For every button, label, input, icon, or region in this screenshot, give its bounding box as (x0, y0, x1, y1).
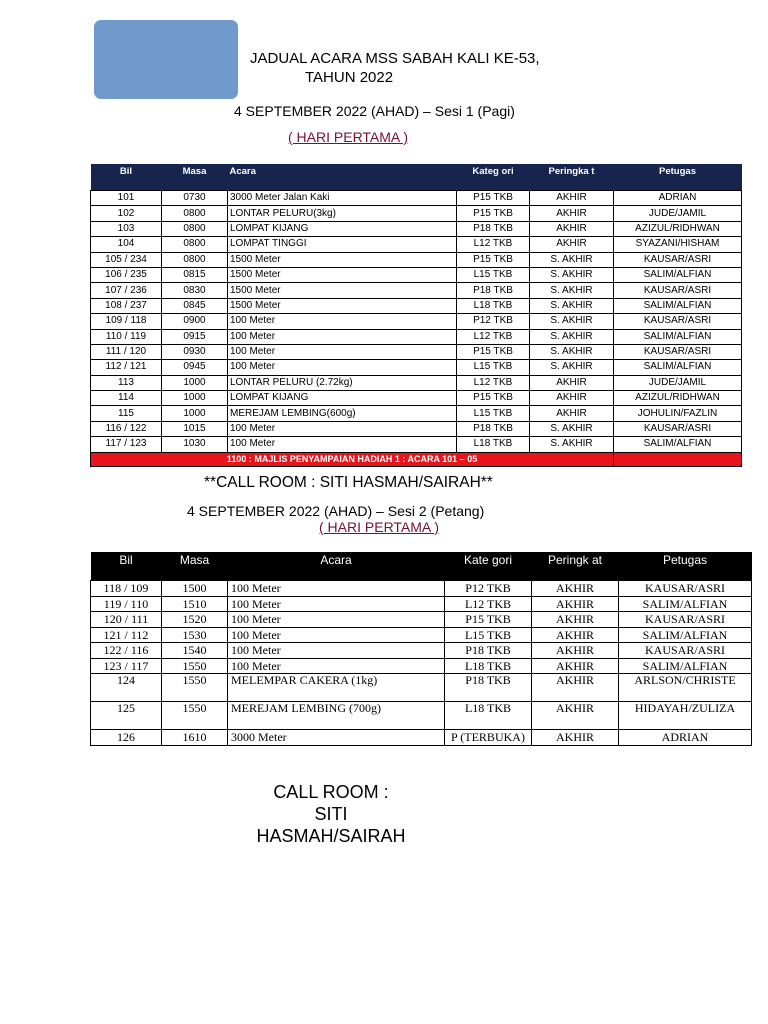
bil-cell: 116 / 122 (91, 421, 162, 436)
session1-schedule-table (90, 164, 742, 467)
bil-cell: 122 / 116 (91, 643, 162, 659)
peringkat-cell: AKHIR (532, 627, 619, 643)
kategori-cell: P18 TKB (457, 421, 530, 436)
table-row (91, 375, 742, 390)
bil-cell: 107 / 236 (91, 283, 162, 298)
table-header-row (91, 552, 752, 581)
col-header-kategori: Kateg ori (457, 164, 530, 191)
petugas-cell: SALIM/ALFIAN (614, 329, 742, 344)
masa-cell: 1550 (162, 658, 228, 674)
session2-date: 4 SEPTEMBER 2022 (AHAD) – Sesi 2 (Petang) (187, 503, 485, 519)
petugas-cell: ADRIAN (619, 730, 752, 746)
petugas-cell: SALIM/ALFIAN (619, 658, 752, 674)
kategori-cell: L18 TKB (445, 658, 532, 674)
acara-cell: 100 Meter (228, 581, 445, 597)
bil-cell: 111 / 120 (91, 344, 162, 359)
table-row (91, 267, 742, 282)
kategori-cell: P15 TKB (457, 252, 530, 267)
peringkat-cell: AKHIR (532, 730, 619, 746)
petugas-cell: AZIZUL/RIDHWAN (614, 221, 742, 236)
petugas-cell: AZIZUL/RIDHWAN (614, 391, 742, 406)
petugas-cell: KAUSAR/ASRI (614, 344, 742, 359)
table-header-row (91, 164, 742, 191)
acara-cell: 100 Meter (228, 596, 445, 612)
masa-cell: 1000 (162, 391, 228, 406)
col-header-peringkat: Peringk at (532, 552, 619, 581)
bil-cell: 102 (91, 206, 162, 221)
petugas-cell: SALIM/ALFIAN (614, 437, 742, 452)
peringkat-cell: S. AKHIR (530, 298, 614, 313)
kategori-cell: P18 TKB (457, 283, 530, 298)
kategori-cell: P15 TKB (457, 391, 530, 406)
table-row (91, 658, 752, 674)
col-header-petugas: Petugas (619, 552, 752, 581)
kategori-cell: L12 TKB (457, 237, 530, 252)
peringkat-cell: AKHIR (532, 658, 619, 674)
peringkat-cell: AKHIR (532, 612, 619, 628)
peringkat-cell: S. AKHIR (530, 329, 614, 344)
bil-cell: 101 (91, 191, 162, 206)
acara-cell: 1500 Meter (228, 298, 457, 313)
document-title-line2: TAHUN 2022 (305, 69, 394, 86)
petugas-cell: HIDAYAH/ZULIZA (619, 702, 752, 730)
kategori-cell: P18 TKB (445, 643, 532, 659)
peringkat-cell: AKHIR (530, 391, 614, 406)
table-row (91, 237, 742, 252)
masa-cell: 1550 (162, 674, 228, 702)
petugas-cell: JOHULIN/FAZLIN (614, 406, 742, 421)
table-row (91, 252, 742, 267)
peringkat-cell: AKHIR (532, 643, 619, 659)
petugas-cell: JUDE/JAMIL (614, 206, 742, 221)
acara-cell: 100 Meter (228, 437, 457, 452)
bil-cell: 119 / 110 (91, 596, 162, 612)
bil-cell: 120 / 111 (91, 612, 162, 628)
peringkat-cell: AKHIR (530, 406, 614, 421)
kategori-cell: P12 TKB (445, 581, 532, 597)
bil-cell: 104 (91, 237, 162, 252)
peringkat-cell: S. AKHIR (530, 283, 614, 298)
session2-call-room (254, 781, 408, 847)
petugas-cell: KAUSAR/ASRI (614, 252, 742, 267)
petugas-cell: SALIM/ALFIAN (619, 627, 752, 643)
petugas-cell: SYAZANI/HISHAM (614, 237, 742, 252)
kategori-cell: P15 TKB (457, 206, 530, 221)
document-title-line1: JADUAL ACARA MSS SABAH KALI KE-53, (250, 50, 540, 67)
ceremony-row (91, 452, 742, 466)
kategori-cell: L18 TKB (445, 702, 532, 730)
bil-cell: 113 (91, 375, 162, 390)
session1-date: 4 SEPTEMBER 2022 (AHAD) – Sesi 1 (Pagi) (234, 103, 515, 119)
col-header-peringkat: Peringka t (530, 164, 614, 191)
masa-cell: 1015 (162, 421, 228, 436)
col-header-bil: Bil (91, 164, 162, 191)
table-row (91, 360, 742, 375)
kategori-cell: P12 TKB (457, 314, 530, 329)
kategori-cell: L18 TKB (457, 298, 530, 313)
acara-cell: 3000 Meter Jalan Kaki (228, 191, 457, 206)
acara-cell: LONTAR PELURU (2.72kg) (228, 375, 457, 390)
bil-cell: 118 / 109 (91, 581, 162, 597)
masa-cell: 1540 (162, 643, 228, 659)
peringkat-cell: AKHIR (530, 191, 614, 206)
ceremony-text: 1100 : MAJLIS PENYAMPAIAN HADIAH 1 : ACARA 101 – 05 (91, 452, 614, 466)
bil-cell: 112 / 121 (91, 360, 162, 375)
petugas-cell: SALIM/ALFIAN (614, 360, 742, 375)
acara-cell: MEREJAM LEMBING(600g) (228, 406, 457, 421)
peringkat-cell: S. AKHIR (530, 252, 614, 267)
table-row (91, 702, 752, 730)
acara-cell: 100 Meter (228, 421, 457, 436)
petugas-cell: SALIM/ALFIAN (614, 267, 742, 282)
peringkat-cell: AKHIR (530, 221, 614, 236)
kategori-cell: P15 TKB (445, 612, 532, 628)
masa-cell: 1500 (162, 581, 228, 597)
acara-cell: 100 Meter (228, 329, 457, 344)
petugas-cell: ARLSON/CHRISTE (619, 674, 752, 702)
acara-cell: LOMPAT KIJANG (228, 391, 457, 406)
masa-cell: 0800 (162, 237, 228, 252)
peringkat-cell: AKHIR (530, 375, 614, 390)
petugas-cell: KAUSAR/ASRI (619, 643, 752, 659)
petugas-cell: SALIM/ALFIAN (619, 596, 752, 612)
peringkat-cell: S. AKHIR (530, 437, 614, 452)
petugas-cell: SALIM/ALFIAN (614, 298, 742, 313)
peringkat-cell: S. AKHIR (530, 314, 614, 329)
acara-cell: 100 Meter (228, 612, 445, 628)
masa-cell: 1530 (162, 627, 228, 643)
masa-cell: 0900 (162, 314, 228, 329)
peringkat-cell: AKHIR (532, 581, 619, 597)
peringkat-cell: AKHIR (532, 596, 619, 612)
session2-schedule-table (90, 552, 752, 746)
session2-day-label: ( HARI PERTAMA ) (319, 519, 440, 535)
call-room-line2: SITI (314, 804, 348, 824)
peringkat-cell: S. AKHIR (530, 360, 614, 375)
peringkat-cell: AKHIR (530, 206, 614, 221)
masa-cell: 0730 (162, 191, 228, 206)
col-header-acara: Acara (228, 164, 457, 191)
table-row (91, 581, 752, 597)
acara-cell: MELEMPAR CAKERA (1kg) (228, 674, 445, 702)
petugas-cell: KAUSAR/ASRI (614, 421, 742, 436)
petugas-cell: KAUSAR/ASRI (614, 314, 742, 329)
acara-cell: LOMPAT TINGGI (228, 237, 457, 252)
petugas-cell: ADRIAN (614, 191, 742, 206)
table-row (91, 596, 752, 612)
petugas-cell: KAUSAR/ASRI (619, 581, 752, 597)
masa-cell: 0800 (162, 206, 228, 221)
masa-cell: 1030 (162, 437, 228, 452)
table-row (91, 283, 742, 298)
acara-cell: 100 Meter (228, 627, 445, 643)
masa-cell: 1520 (162, 612, 228, 628)
acara-cell: 1500 Meter (228, 252, 457, 267)
col-header-petugas: Petugas (614, 164, 742, 191)
kategori-cell: P15 TKB (457, 344, 530, 359)
peringkat-cell: AKHIR (530, 237, 614, 252)
peringkat-cell: AKHIR (532, 702, 619, 730)
table-row (91, 221, 742, 236)
bil-cell: 105 / 234 (91, 252, 162, 267)
kategori-cell: P18 TKB (445, 674, 532, 702)
col-header-bil: Bil (91, 552, 162, 581)
kategori-cell: L15 TKB (457, 267, 530, 282)
bil-cell: 123 / 117 (91, 658, 162, 674)
session1-call-room: **CALL ROOM : SITI HASMAH/SAIRAH** (204, 474, 493, 491)
kategori-cell: L15 TKB (445, 627, 532, 643)
table-row (91, 298, 742, 313)
acara-cell: LOMPAT KIJANG (228, 221, 457, 236)
masa-cell: 1000 (162, 375, 228, 390)
masa-cell: 0930 (162, 344, 228, 359)
kategori-cell: L12 TKB (457, 329, 530, 344)
masa-cell: 1000 (162, 406, 228, 421)
masa-cell: 0800 (162, 221, 228, 236)
masa-cell: 1610 (162, 730, 228, 746)
bil-cell: 109 / 118 (91, 314, 162, 329)
bil-cell: 114 (91, 391, 162, 406)
masa-cell: 0800 (162, 252, 228, 267)
acara-cell: 1500 Meter (228, 283, 457, 298)
masa-cell: 0830 (162, 283, 228, 298)
masa-cell: 1510 (162, 596, 228, 612)
table-row (91, 612, 752, 628)
table-row (91, 344, 742, 359)
table-row (91, 391, 742, 406)
bil-cell: 115 (91, 406, 162, 421)
petugas-cell: JUDE/JAMIL (614, 375, 742, 390)
ceremony-empty-cell (614, 452, 742, 466)
call-room-line3: HASMAH/SAIRAH (256, 826, 406, 846)
masa-cell: 0945 (162, 360, 228, 375)
col-header-kategori: Kate gori (445, 552, 532, 581)
table-row (91, 643, 752, 659)
call-room-line1: CALL ROOM : (273, 782, 389, 802)
petugas-cell: KAUSAR/ASRI (619, 612, 752, 628)
col-header-masa: Masa (162, 552, 228, 581)
acara-cell: LONTAR PELURU(3kg) (228, 206, 457, 221)
acara-cell: MEREJAM LEMBING (700g) (228, 702, 445, 730)
kategori-cell: L18 TKB (457, 437, 530, 452)
logo-placeholder (94, 20, 238, 99)
table-row (91, 206, 742, 221)
kategori-cell: P15 TKB (457, 191, 530, 206)
acara-cell: 100 Meter (228, 344, 457, 359)
bil-cell: 108 / 237 (91, 298, 162, 313)
peringkat-cell: S. AKHIR (530, 344, 614, 359)
col-header-masa: Masa (162, 164, 228, 191)
acara-cell: 1500 Meter (228, 267, 457, 282)
peringkat-cell: S. AKHIR (530, 421, 614, 436)
masa-cell: 1550 (162, 702, 228, 730)
peringkat-cell: S. AKHIR (530, 267, 614, 282)
table-row (91, 437, 742, 452)
kategori-cell: P (TERBUKA) (445, 730, 532, 746)
table-row (91, 730, 752, 746)
table-row (91, 421, 742, 436)
bil-cell: 121 / 112 (91, 627, 162, 643)
acara-cell: 100 Meter (228, 658, 445, 674)
kategori-cell: L15 TKB (457, 360, 530, 375)
acara-cell: 3000 Meter (228, 730, 445, 746)
peringkat-cell: AKHIR (532, 674, 619, 702)
bil-cell: 117 / 123 (91, 437, 162, 452)
kategori-cell: L12 TKB (445, 596, 532, 612)
masa-cell: 0845 (162, 298, 228, 313)
acara-cell: 100 Meter (228, 643, 445, 659)
table-row (91, 191, 742, 206)
bil-cell: 106 / 235 (91, 267, 162, 282)
table-row (91, 674, 752, 702)
table-row (91, 314, 742, 329)
table-row (91, 627, 752, 643)
acara-cell: 100 Meter (228, 360, 457, 375)
col-header-acara: Acara (228, 552, 445, 581)
bil-cell: 126 (91, 730, 162, 746)
bil-cell: 103 (91, 221, 162, 236)
table-row (91, 406, 742, 421)
kategori-cell: L12 TKB (457, 375, 530, 390)
acara-cell: 100 Meter (228, 314, 457, 329)
bil-cell: 125 (91, 702, 162, 730)
petugas-cell: KAUSAR/ASRI (614, 283, 742, 298)
session1-day-label: ( HARI PERTAMA ) (288, 129, 409, 145)
bil-cell: 110 / 119 (91, 329, 162, 344)
bil-cell: 124 (91, 674, 162, 702)
table-row (91, 329, 742, 344)
masa-cell: 0915 (162, 329, 228, 344)
kategori-cell: P18 TKB (457, 221, 530, 236)
kategori-cell: L15 TKB (457, 406, 530, 421)
masa-cell: 0815 (162, 267, 228, 282)
